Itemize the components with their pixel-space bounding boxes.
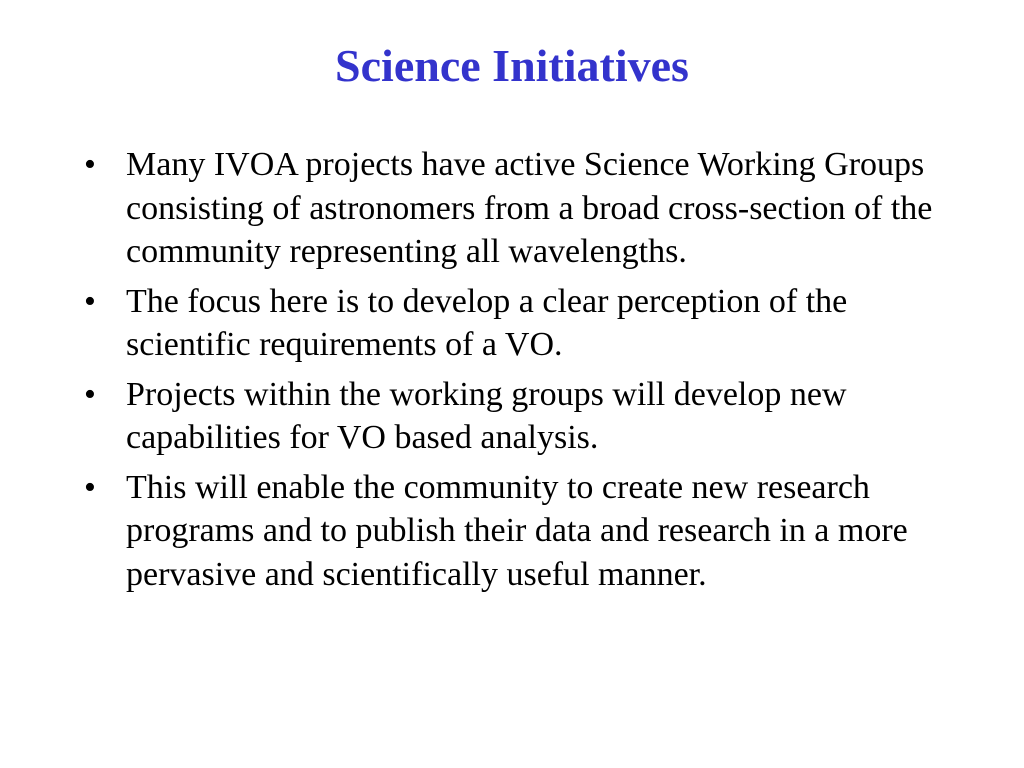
bullet-list	[84, 143, 954, 602]
bullet-icon: •	[84, 468, 96, 506]
bullet-icon: •	[84, 375, 96, 413]
bullet-text: The focus here is to develop a clear perception of the scientific requirements of a VO.	[126, 282, 848, 363]
bullet-icon: •	[84, 146, 96, 183]
bullet-text: This will enable the community to create new research programs and to publish their data and research in a more pervasive and scientifically useful manner.	[126, 468, 908, 593]
bullet-item	[84, 373, 954, 460]
bullet-text: Many IVOA projects have active Science Working Groups consisting of astronomers from a broad cross-section of the community representing all wavelengths.	[126, 146, 933, 270]
bullet-text: Projects within the working groups will develop new capabilities for VO based analysis.	[126, 375, 847, 456]
bullet-icon: •	[84, 282, 96, 320]
bullet-item	[84, 280, 954, 367]
bullet-item	[84, 466, 954, 597]
slide-title: Science Initiatives	[335, 40, 689, 91]
bullet-item	[84, 143, 954, 274]
